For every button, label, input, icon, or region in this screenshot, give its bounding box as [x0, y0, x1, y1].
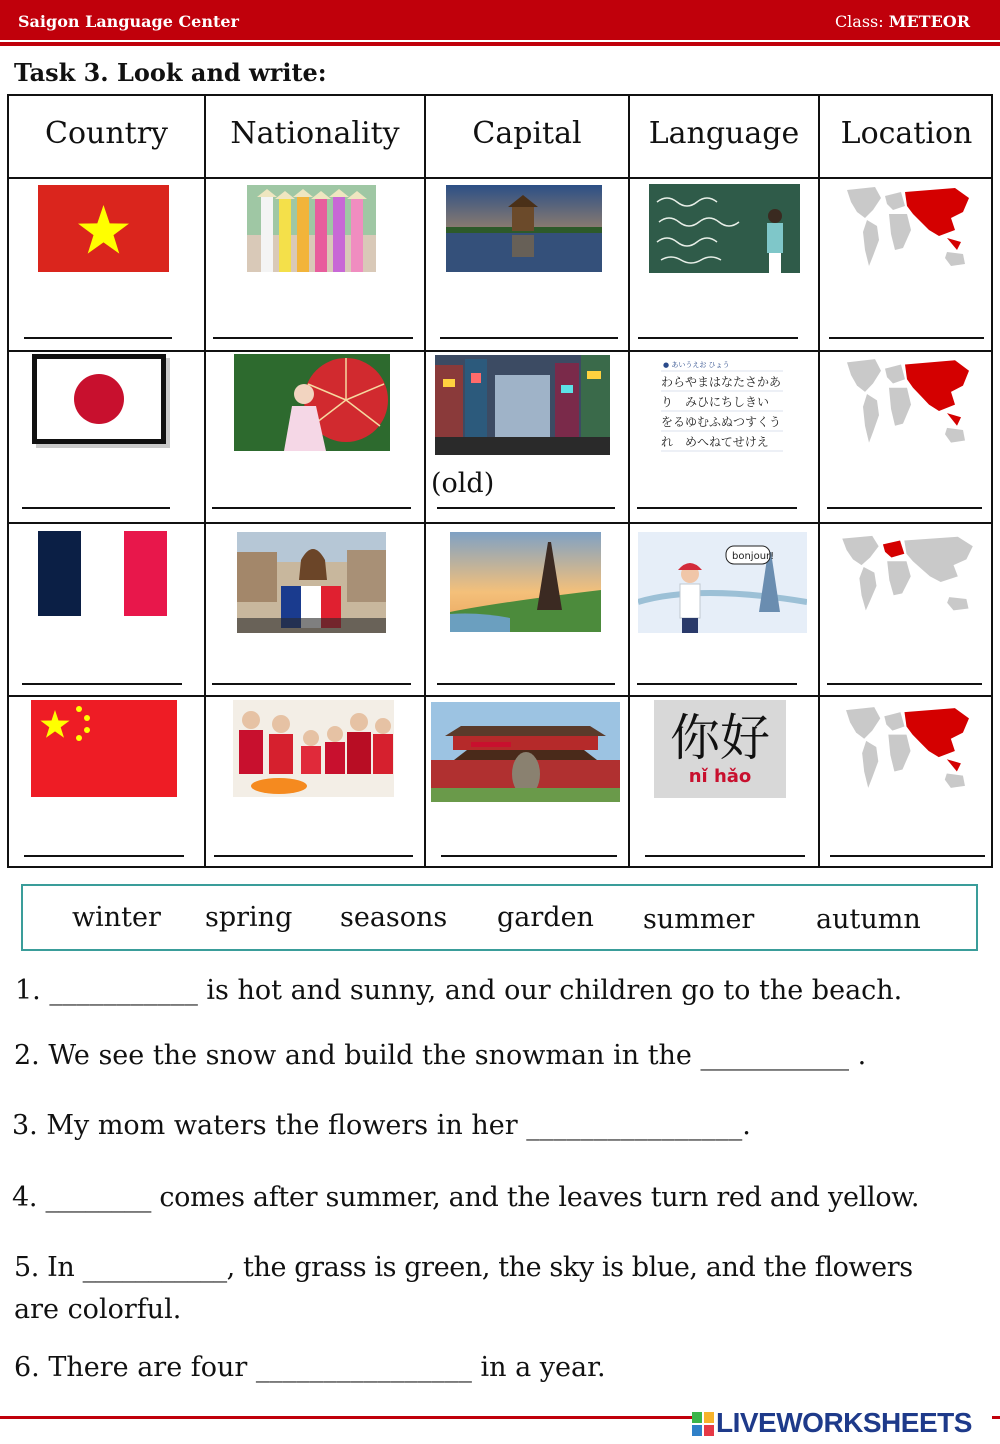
class-info — [835, 12, 970, 31]
liveworksheets-logo[interactable] — [692, 1404, 992, 1440]
sentence-3: 3. My mom waters the flowers in her ________________. — [12, 1110, 751, 1141]
europe-location-map — [838, 533, 976, 616]
row-divider — [9, 695, 991, 697]
header-location: Location — [840, 116, 973, 151]
answer-blank[interactable] — [212, 507, 411, 509]
asia-location-map — [843, 184, 972, 272]
chinese-greeting: 你好 — [670, 709, 770, 767]
class-name: METEOR — [888, 12, 970, 31]
answer-blank[interactable] — [22, 507, 170, 509]
header-nationality: Nationality — [230, 116, 400, 151]
vietnam-flag — [38, 185, 169, 272]
header-bar — [0, 0, 1000, 40]
liveworksheets-icon — [692, 1412, 714, 1436]
chinese-family-photo — [233, 700, 394, 797]
sentence-2: 2. We see the snow and build the snowman in the ___________ . — [14, 1040, 867, 1071]
asia-location-map — [843, 356, 972, 449]
sentence-1: 1. ___________ is hot and sunny, and our children go to the beach. — [15, 975, 903, 1006]
word-winter: winter — [72, 902, 161, 933]
answer-blank[interactable] — [24, 855, 184, 857]
sentence-6: 6. There are four ________________ in a year. — [14, 1352, 606, 1383]
answer-blank[interactable] — [637, 683, 797, 685]
svg-text:わらやまはなたさかあ: わらやまはなたさかあ — [661, 375, 782, 389]
sentence-4: 4. ________ comes after summer, and the leaves turn red and yellow. — [12, 1182, 920, 1213]
class-label: Class: — [834, 12, 884, 31]
header-language: Language — [648, 116, 800, 151]
answer-blank[interactable] — [213, 337, 413, 339]
answer-blank[interactable] — [637, 507, 797, 509]
header-capital: Capital — [472, 116, 582, 151]
row-divider — [9, 522, 991, 524]
eiffel-tower-photo — [450, 532, 601, 632]
bonjour-text: bonjour! — [732, 551, 775, 562]
task-title: Task 3. Look and write: — [14, 58, 327, 87]
answer-blank[interactable] — [830, 855, 985, 857]
answer-blank[interactable] — [22, 683, 182, 685]
vietnamese-chalkboard-photo — [649, 184, 800, 273]
kimono-parasol-photo — [234, 354, 390, 451]
sentence-5: 5. In ___________, the grass is green, the sky is blue, and the flowers — [14, 1252, 913, 1283]
word-autumn: autumn — [816, 904, 921, 935]
word-garden: garden — [497, 902, 594, 933]
column-divider — [628, 96, 630, 866]
answer-blank[interactable] — [441, 855, 617, 857]
china-flag — [31, 700, 177, 797]
answer-blank[interactable] — [827, 507, 982, 509]
ao-dai-photo — [247, 185, 376, 272]
school-name: Saigon Language Center — [18, 12, 239, 31]
nihao-card — [654, 700, 786, 798]
row-divider — [9, 350, 991, 352]
answer-blank[interactable] — [638, 337, 798, 339]
word-spring: spring — [205, 902, 293, 933]
answer-blank[interactable] — [24, 337, 172, 339]
answer-blank[interactable] — [214, 855, 413, 857]
header-country: Country — [44, 116, 168, 151]
liveworksheets-text: LIVEWORKSHEETS — [716, 1407, 972, 1438]
svg-text:り みひにちしきい: り みひにちしきい — [661, 395, 770, 409]
answer-blank[interactable] — [440, 337, 618, 339]
header-divider — [0, 42, 1000, 46]
svg-text:をるゆむふぬつすくう: をるゆむふぬつすくう — [661, 415, 782, 429]
japan-flag — [32, 354, 170, 448]
tiananmen-photo — [431, 702, 620, 802]
column-divider — [818, 96, 820, 866]
bonjour-illustration — [638, 532, 807, 633]
sentence-5-continued: are colorful. — [14, 1294, 182, 1325]
french-woman-flag-photo — [237, 532, 386, 633]
pinyin-greeting: nǐ hǎo — [688, 766, 752, 787]
word-summer: summer — [643, 904, 755, 935]
answer-blank[interactable] — [645, 855, 805, 857]
column-divider — [424, 96, 426, 866]
france-flag — [38, 531, 167, 616]
answer-blank[interactable] — [437, 507, 615, 509]
column-divider — [204, 96, 206, 866]
hiragana-chart — [657, 357, 787, 453]
answer-blank[interactable] — [829, 337, 984, 339]
row-divider — [9, 177, 991, 179]
answer-blank[interactable] — [212, 683, 411, 685]
svg-text:● あいうえお ひょう: ● あいうえお ひょう — [663, 361, 730, 369]
kyoto-street-photo — [435, 355, 610, 455]
svg-text:れ めへねてせけえ: れ めへねてせけえ — [661, 435, 769, 449]
answer-blank[interactable] — [437, 683, 615, 685]
hanoi-turtle-tower-photo — [446, 185, 602, 272]
capital-note-old: (old) — [431, 468, 495, 499]
word-seasons: seasons — [340, 902, 448, 933]
answer-blank[interactable] — [827, 683, 982, 685]
asia-location-map — [842, 704, 972, 794]
